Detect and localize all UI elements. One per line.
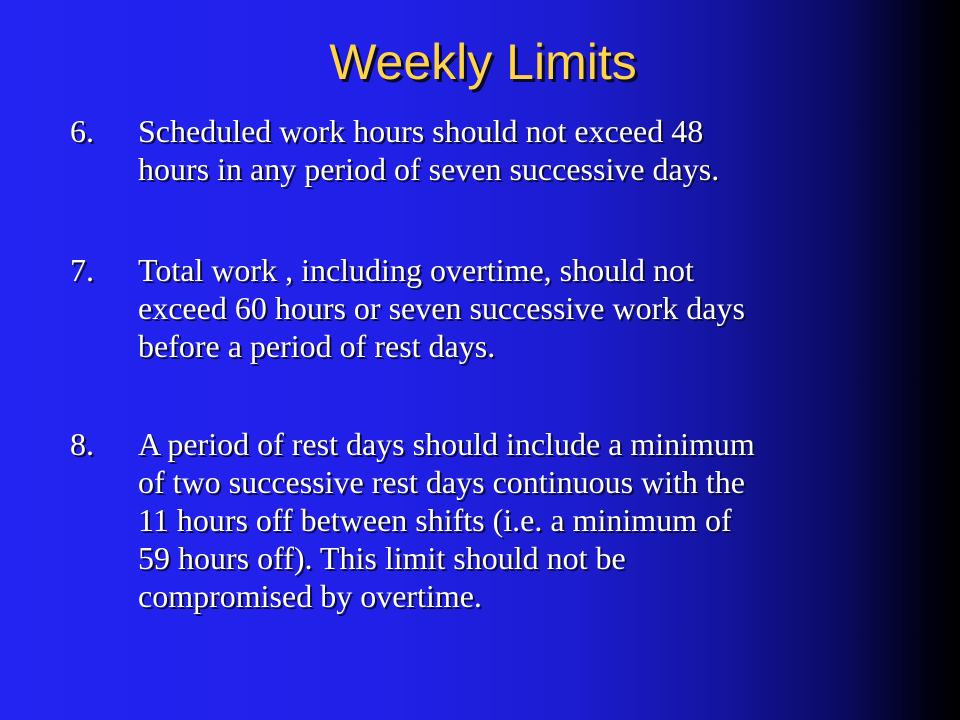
item-text-line: compromised by overtime. (138, 578, 482, 614)
item-text-line: before a period of rest days. (138, 328, 496, 364)
item-text-line: Scheduled work hours should not exceed 48 (138, 113, 704, 149)
item-text-line: A period of rest days should include a minimum (138, 426, 755, 462)
item-text-line: 11 hours off between shifts (i.e. a minimum of (138, 502, 732, 538)
item-text (138, 112, 878, 188)
item-text (138, 425, 878, 615)
item-text-line: Total work , including overtime, should not (138, 252, 694, 288)
item-number: 8. (70, 426, 94, 462)
slide-title: Weekly Limits (329, 34, 637, 90)
item-number: 6. (70, 113, 94, 149)
item-text (138, 251, 878, 365)
item-number: 7. (70, 252, 94, 288)
item-text-line: exceed 60 hours or seven successive work days (138, 290, 745, 326)
item-text-line: of two successive rest days continuous with the (138, 464, 745, 500)
item-text-line: 59 hours off). This limit should not be (138, 540, 626, 576)
item-text-line: hours in any period of seven successive days. (138, 151, 720, 187)
